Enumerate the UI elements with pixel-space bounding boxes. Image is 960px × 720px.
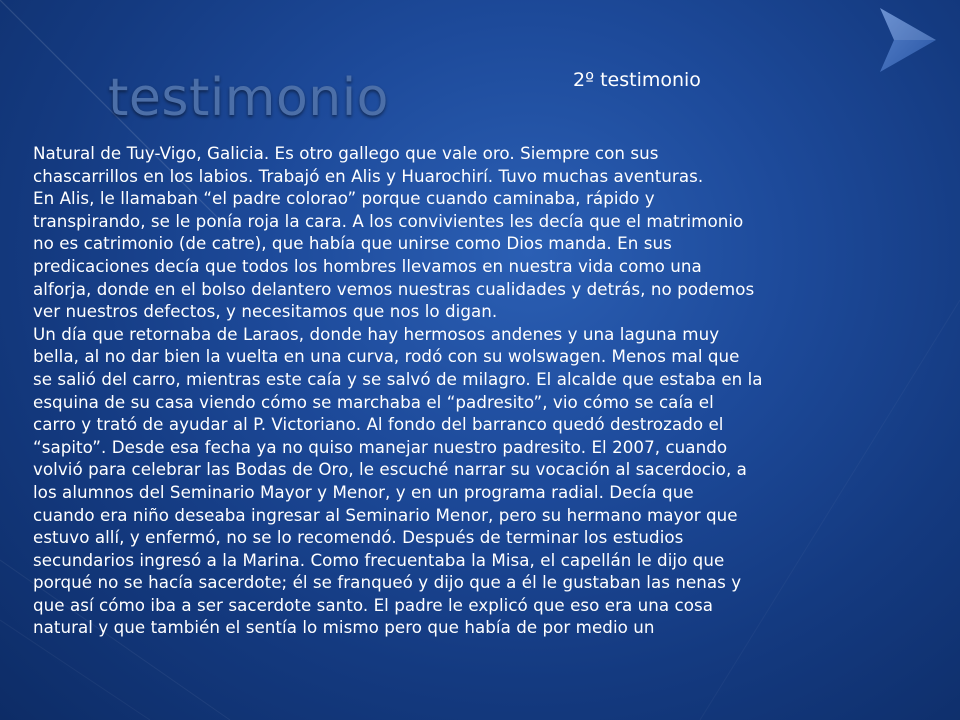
body-line: alforja, donde en el bolso delantero vemos nuestras cualidades y detrás, no podemos	[33, 278, 755, 299]
body-line: En Alis, le llamaban “el padre colorao” porque cuando caminaba, rápido y	[33, 188, 655, 209]
body-line: chascarrillos en los labios. Trabajó en Alis y Huarochirí. Tuvo muchas aventuras.	[33, 165, 704, 186]
body-line: cuando era niño deseaba ingresar al Seminario Menor, pero su hermano mayor que	[33, 504, 738, 525]
body-line: que así cómo iba a ser sacerdote santo. El padre le explicó que eso era una cosa	[33, 594, 714, 615]
body-line: Un día que retornaba de Laraos, donde hay hermosos andenes y una laguna muy	[33, 323, 720, 344]
slide-subtitle: 2º testimonio	[573, 69, 701, 91]
body-line: esquina de su casa viendo cómo se marchaba el “padresito”, vio cómo se caía el	[33, 391, 714, 412]
body-line: secundarios ingresó a la Marina. Como frecuentaba la Misa, el capellán le dijo que	[33, 549, 725, 570]
body-line: porqué no se hacía sacerdote; él se franqueó y dijo que a él le gustaban las nenas y	[33, 572, 742, 593]
body-line: se salió del carro, mientras este caía y se salvó de milagro. El alcalde que estaba en la	[33, 368, 763, 389]
body-line: ver nuestros defectos, y necesitamos que nos lo digan.	[33, 301, 498, 322]
testimony-body	[33, 142, 923, 639]
slide-title: testimonio	[108, 68, 389, 128]
body-line: carro y trató de ayudar al P. Victoriano. Al fondo del barranco quedó destrozado el	[33, 414, 724, 435]
body-line: “sapito”. Desde esa fecha ya no quiso manejar nuestro padresito. El 2007, cuando	[33, 436, 728, 457]
body-line: predicaciones decía que todos los hombres llevamos en nuestra vida como una	[33, 255, 702, 276]
body-line: natural y que también el sentía lo mismo pero que había de por medio un	[33, 617, 655, 638]
body-line: Natural de Tuy-Vigo, Galicia. Es otro gallego que vale oro. Siempre con sus	[33, 143, 659, 163]
next-slide-button[interactable]	[876, 8, 940, 72]
body-line: bella, al no dar bien la vuelta en una curva, rodó con su wolswagen. Menos mal que	[33, 346, 740, 367]
body-line: los alumnos del Seminario Mayor y Menor, y en un programa radial. Decía que	[33, 481, 694, 502]
body-line: estuvo allí, y enfermó, no se lo recomendó. Después de terminar los estudios	[33, 527, 684, 548]
body-line: no es catrimonio (de catre), que había que unirse como Dios manda. En sus	[33, 233, 672, 254]
body-line: transpirando, se le ponía roja la cara. A los convivientes les decía que el matrimonio	[33, 210, 744, 231]
body-line: volvió para celebrar las Bodas de Oro, le escuché narrar su vocación al sacerdocio, a	[33, 459, 747, 480]
